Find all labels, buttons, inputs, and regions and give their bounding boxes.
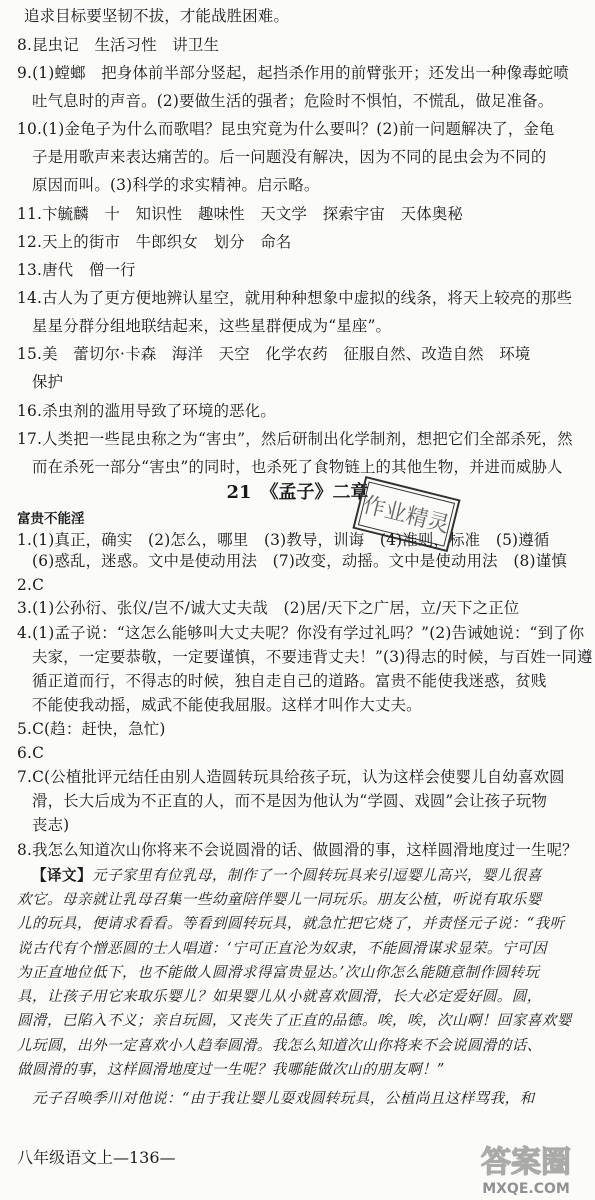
text-line: 夫家，一定要恭敬，一定要谨慎，不要违背丈夫！”(3)得志的时候，与百姓一同遵 [32, 648, 593, 666]
text-line: 循正道而行，不得志的时候，独自走自己的道路。富贵不能使我迷惑，贫贱 [32, 672, 547, 690]
stamp-text: 作业精灵 [360, 492, 452, 539]
text-line: 14.古人为了更方便地辨认星空，就用种种想象中虚拟的线条，将天上较亮的那些 [17, 289, 573, 307]
page-footer: 八年级语文上—136— [17, 1148, 176, 1167]
translation-line: 元子召唤季川对他说：“由于我让婴儿耍戏圆转玩具，公植尚且这样骂我，和 [32, 1090, 535, 1107]
text-line: 4.(1)孟子说：“这怎么能够叫大丈夫呢？你没有学过礼吗？”(2)告诫她说：“到了你 [17, 624, 585, 642]
text-line: 3.(1)公孙衍、张仪/岂不/诚大丈夫哉 (2)居/天下之广居，立/天下之正位 [17, 599, 520, 617]
text-line: 9.(1)螳螂 把身体前半部分竖起，起挡杀作用的前臂张开；还发出一种像毒蛇喷 [17, 64, 569, 82]
translation-line: 为正直地位低下，也不能做人圆滑求得富贵显达。’次山你怎么能随意制作圆转玩 [17, 964, 540, 981]
text-line: 13.唐代 僧一行 [17, 261, 136, 279]
text-line: 6.C [17, 744, 45, 762]
translation-label: 【译文】 [32, 867, 92, 884]
text-line: 12.天上的街市 牛郎织女 划分 命名 [17, 233, 292, 251]
text-line: 保护 [32, 373, 64, 391]
text-line: (6)惑乱，迷惑。文中是使动用法 (7)改变，动摇。文中是使动用法 (8)谨慎 [32, 552, 567, 570]
text-line: 丧志) [32, 816, 70, 834]
text-line: 追求目标要坚韧不拔，才能战胜困难。 [24, 7, 290, 25]
text-line: 5.C(趋：赶快，急忙) [17, 720, 166, 738]
text-line: 15.美 蕾切尔·卡森 海洋 天空 化学农药 征服自然、改造自然 环境 [17, 345, 531, 363]
text-line: 1.(1)真正，确实 (2)怎么，哪里 (3)教导，训诲 (4)准则，标准 (5)遵循 [17, 531, 550, 549]
text-line: 8.昆虫记 生活习性 讲卫生 [17, 36, 220, 54]
watermark-logo-icon [462, 1138, 590, 1198]
translation-line: 儿玩圆，出外一定喜欢小人趋奉圆滑。我怎么知道次山你将来不会说圆滑的话、 [17, 1037, 542, 1054]
text-line: 2.C [17, 576, 45, 594]
text-line: 11.卞毓麟 十 知识性 趣味性 天文学 探索宇宙 天体奥秘 [17, 205, 464, 223]
text-line: 17.人类把一些昆虫称之为“害虫”，然后研制出化学制剂，想把它们全部杀死，然 [17, 430, 573, 448]
watermark-line1: 答案圈 [481, 1145, 571, 1180]
text-line: 星星分群分组地联结起来，这些星群便成为“星座”。 [32, 317, 392, 335]
translation-line: 欢它。母亲就让乳母召集一些幼童陪伴婴儿一同玩乐。朋友公植，听说有取乐婴 [17, 891, 542, 908]
text-line: 吐气息时的声音。(2)要做生活的强者；危险时不惧怕，不慌乱，做足准备。 [32, 92, 554, 110]
text-line: 16.杀虫剂的滥用导致了环境的恶化。 [17, 402, 276, 420]
translation-line: 说古代有个憎恶圆的士人唱道：‘宁可正直沦为奴隶，不能圆滑谋求显荣。宁可因 [17, 940, 547, 957]
translation-line: 做圆滑的事，这样圆滑地度过一生呢？我哪能做次山的朋友啊！” [17, 1061, 445, 1078]
text-line: 8.我怎么知道次山你将来不会说圆滑的话、做圆滑的事，这样圆滑地度过一生呢？ [17, 841, 578, 859]
text-line: 7.C(公植批评元结任由别人造圆转玩具给孩子玩，认为这样会使婴儿自幼喜欢圆 [17, 768, 565, 786]
text-line: 不能使我动摇，威武不能使我屈服。这样才叫作大丈夫。 [32, 696, 422, 714]
text-line: 10.(1)金龟子为什么而歌唱？昆虫究竟为什么要叫？(2)前一问题解决了，金龟 [17, 120, 555, 138]
section-title: 富贵不能淫 [17, 511, 85, 527]
watermark-line2: MXQE.COM [482, 1181, 570, 1197]
translation-line: 【译文】元子家里有位乳母，制作了一个圆转玩具来引逗婴儿高兴，婴儿很喜 [32, 867, 542, 884]
text-line: 原因而叫。(3)科学的求实精神。启示略。 [32, 176, 320, 194]
translation-line: 圆滑，已陷入不义；亲自玩圆，又丧失了正直的品德。唉，唉，次山啊！回家喜欢婴 [17, 1012, 572, 1029]
text-line: 子是用歌声来表达痛苦的。后一问题没有解决，因为不同的昆虫会为不同的 [32, 148, 547, 166]
chapter-title: 21 《孟子》二章 [226, 482, 369, 503]
text-line: 而在杀死一部分“害虫”的同时，也杀死了食物链上的其他生物，并进而威胁人 [32, 458, 563, 476]
translation-line: 具，让孩子用它来取乐婴儿？如果婴儿从小就喜欢圆滑，长大必定爱好圆。圆， [17, 988, 542, 1005]
text-line: 滑，长大后成为不正直的人，而不是因为他认为“学圆、戏圆”会让孩子玩物 [32, 792, 548, 810]
translation-line: 儿的玩具，便请求看看。等看到圆转玩具，就急忙把它烧了，并责怪元子说：“我听 [17, 915, 565, 932]
